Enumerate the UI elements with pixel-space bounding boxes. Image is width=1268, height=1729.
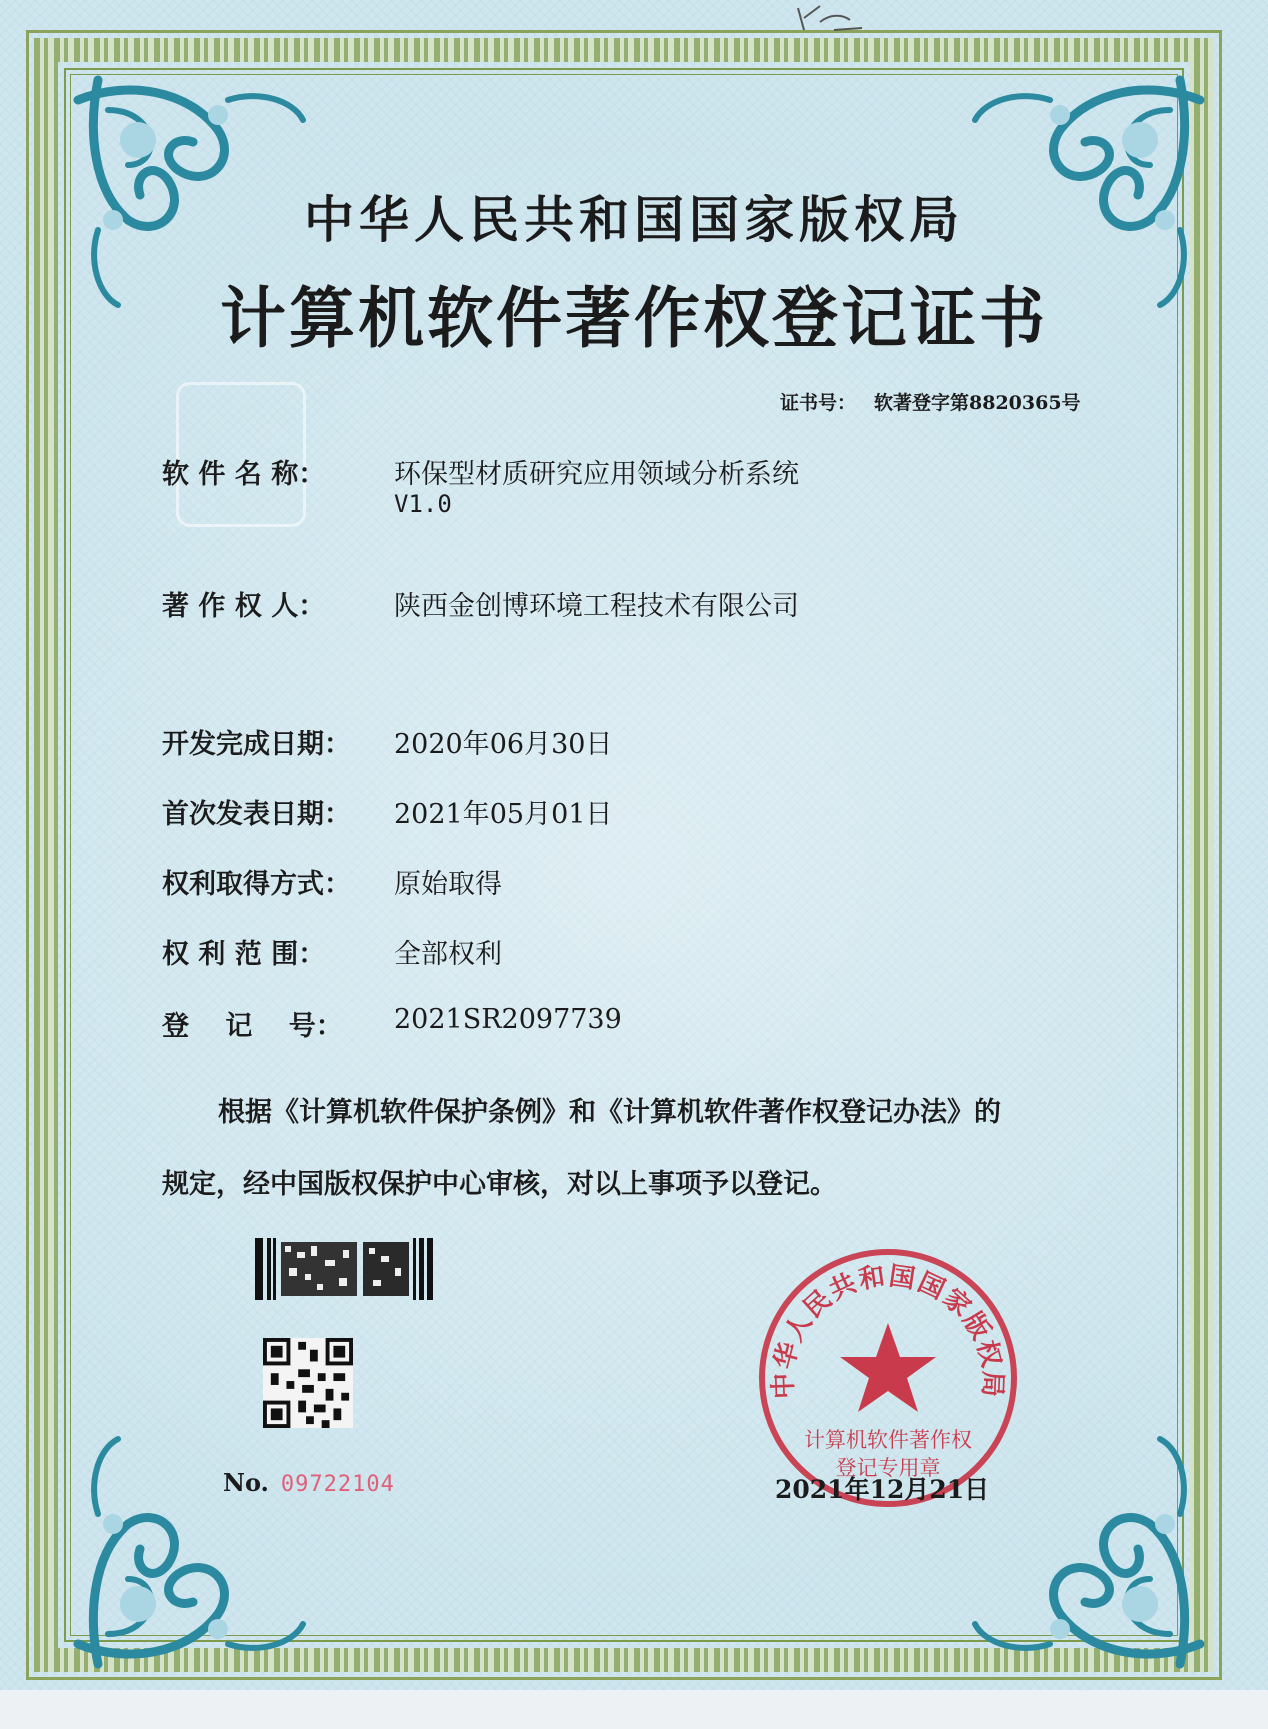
field-publication-date [162,792,613,831]
field-value: 全部权利 [394,939,502,970]
handwritten-mark [790,0,870,40]
field-development-date [162,722,613,761]
scan-margin [0,1690,1268,1729]
field-value: 环保型材质研究应用领域分析系统 [394,459,799,490]
issuing-organization: 中华人民共和国国家版权局 [304,190,964,249]
issue-date: 2021年12月21日 [775,1475,990,1504]
certificate-number-label: 证书号： [780,392,857,414]
svg-text:中华人民共和国国家版权局: 中华人民共和国国家版权局 [768,1261,1008,1400]
field-registration-number [162,1004,622,1043]
certificate-number [780,388,1081,415]
field-label: 软 件 名 称： [162,459,326,490]
field-value: 2021年05月01日 [394,799,613,830]
field-label: 开发完成日期： [162,729,351,760]
field-label: 首次发表日期： [162,799,351,830]
statement-line-2: 规定，经中国版权保护中心审核，对以上事项予以登记。 [162,1169,837,1200]
field-value: 2020年06月30日 [394,729,613,760]
field-software-name [162,452,799,518]
field-label: 著 作 权 人： [162,591,326,622]
barcode [255,1238,433,1300]
certificate-number-value: 软著登字第8820365号 [874,392,1081,414]
field-label: 权利取得方式： [162,869,351,900]
field-label: 登 记 号： [162,1011,343,1042]
field-label: 权 利 范 围： [162,939,326,970]
field-value-version: V1.0 [394,490,452,518]
svg-text:计算机软件著作权: 计算机软件著作权 [804,1428,972,1452]
qr-code [262,1338,354,1428]
serial-value: 09722104 [280,1472,395,1497]
svg-text:登记专用章: 登记专用章 [835,1456,941,1480]
statement-line-1: 根据《计算机软件保护条例》和《计算机软件著作权登记办法》的 [218,1097,1001,1128]
field-value: 陕西金创博环境工程技术有限公司 [394,591,799,622]
serial-number [223,1468,395,1497]
field-value: 原始取得 [394,869,502,900]
certificate-title: 计算机软件著作权登记证书 [220,279,1048,357]
field-rights-scope [162,932,502,971]
field-copyright-owner [162,584,799,623]
field-value: 2021SR2097739 [394,1004,622,1035]
field-acquisition-method [162,862,502,901]
serial-label: No. [223,1468,269,1497]
